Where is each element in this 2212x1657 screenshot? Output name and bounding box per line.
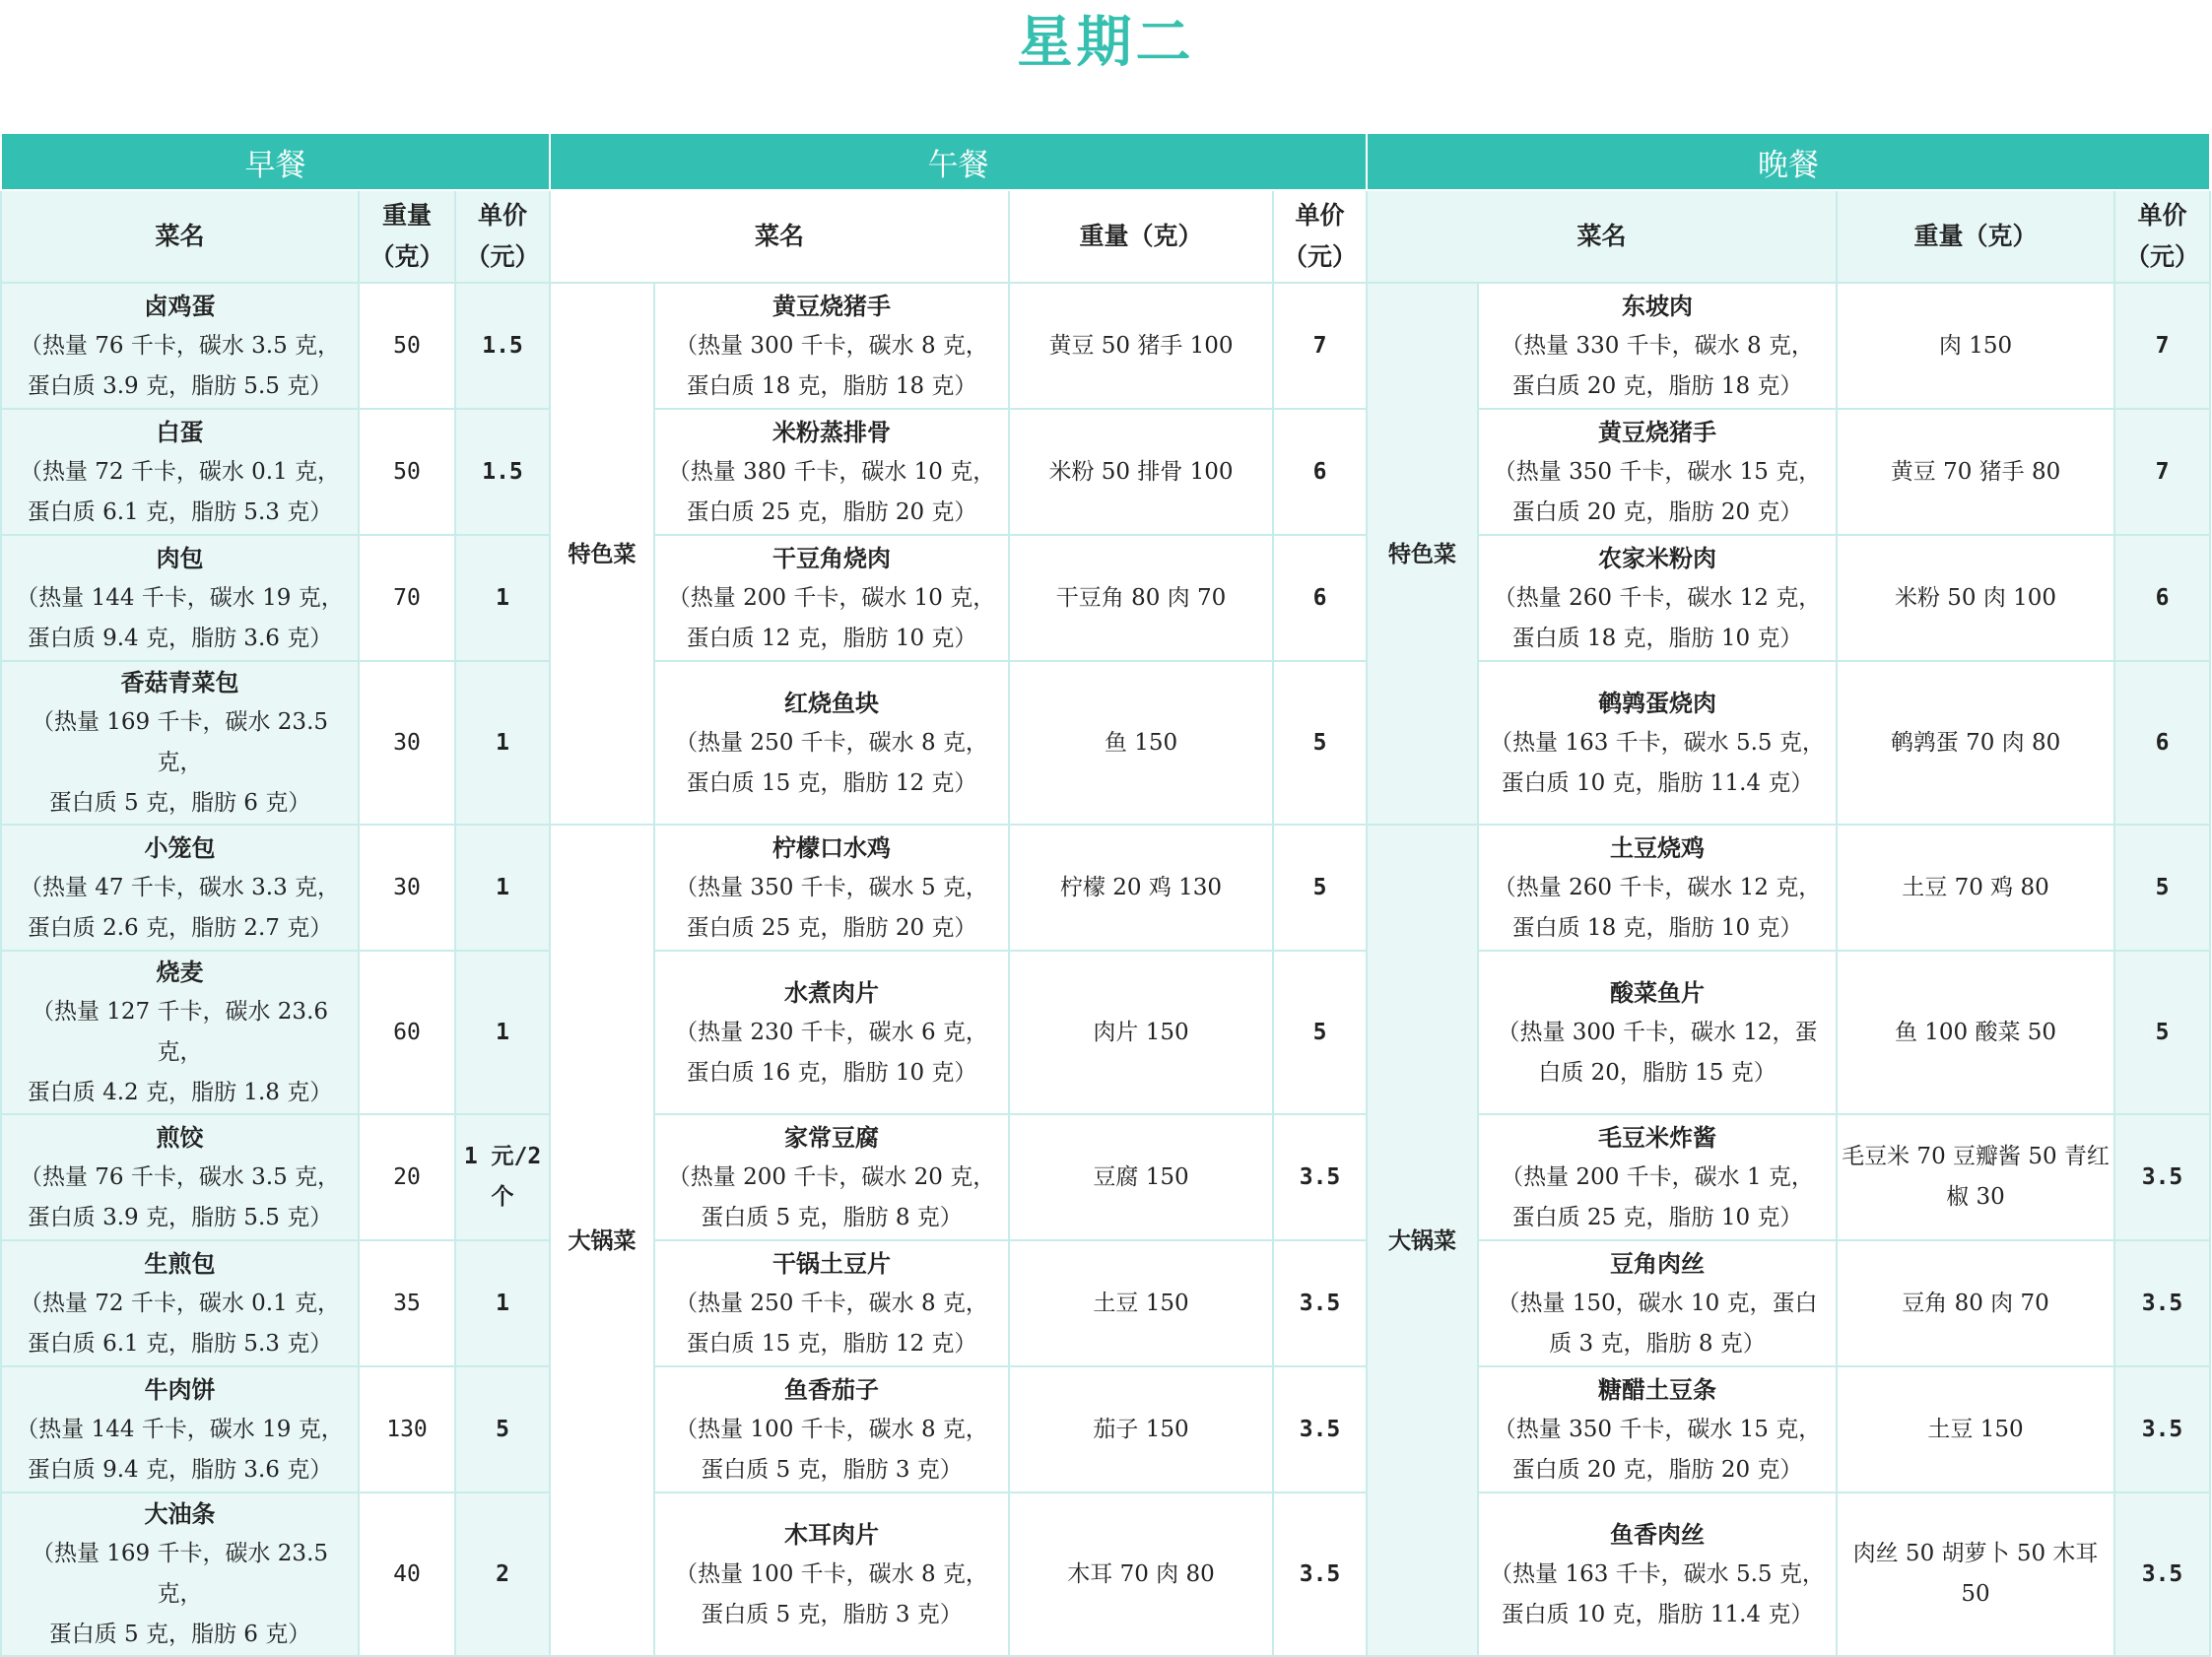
lunch-dish-cell xyxy=(654,661,1009,825)
table-row xyxy=(1,283,2210,409)
dinner-category-special: 特色菜 xyxy=(1367,283,1478,825)
lunch-weight: 干豆角 80 肉 70 xyxy=(1009,535,1273,661)
table-row xyxy=(1,1366,2210,1492)
nutrition-line: （热量 200 千卡，碳水 20 克， xyxy=(667,1163,996,1190)
dish-name: 红烧鱼块 xyxy=(784,688,880,717)
dinner-price: 5 xyxy=(2114,825,2210,951)
lunch-dish-cell xyxy=(654,1366,1009,1492)
breakfast-dish-cell xyxy=(1,825,359,951)
lunch-section-title: 午餐 xyxy=(550,133,1367,190)
nutrition-line: （热量 350 千卡，碳水 15 克， xyxy=(1493,458,1822,485)
table-row xyxy=(1,951,2210,1114)
table-row xyxy=(1,535,2210,661)
nutrition-line: （热量 260 千卡，碳水 12 克， xyxy=(1493,584,1822,611)
lunch-category-special: 特色菜 xyxy=(550,283,654,825)
nutrition-line: （热量 144 千卡，碳水 19 克， xyxy=(16,584,344,611)
nutrition-line: 蛋白质 18 克，脂肪 10 克） xyxy=(1511,914,1803,941)
breakfast-weight: 130 xyxy=(359,1366,455,1492)
nutrition-line: 蛋白质 16 克，脂肪 10 克） xyxy=(686,1059,977,1086)
dinner-dish-cell xyxy=(1478,409,1837,535)
dish-name: 鱼香肉丝 xyxy=(1610,1519,1706,1549)
lunch-dish-cell xyxy=(654,409,1009,535)
dinner-weight: 米粉 50 肉 100 xyxy=(1837,535,2114,661)
nutrition-line: （热量 144 千卡，碳水 19 克， xyxy=(16,1416,344,1442)
dish-name: 鹌鹑蛋烧肉 xyxy=(1598,688,1717,717)
dinner-price-header: 单价 （元） xyxy=(2114,190,2210,283)
lunch-price: 3.5 xyxy=(1273,1240,1367,1366)
dish-name: 肉包 xyxy=(156,543,204,572)
nutrition-line: （热量 100 千卡，碳水 8 克， xyxy=(675,1416,988,1442)
dinner-weight: 土豆 150 xyxy=(1837,1366,2114,1492)
breakfast-dish-cell xyxy=(1,1492,359,1656)
nutrition-line: 蛋白质 25 克，脂肪 20 克） xyxy=(686,498,977,525)
dinner-price: 3.5 xyxy=(2114,1366,2210,1492)
dish-name: 酸菜鱼片 xyxy=(1610,977,1706,1007)
lunch-price: 3.5 xyxy=(1273,1366,1367,1492)
dish-name: 米粉蒸排骨 xyxy=(772,417,892,446)
dinner-weight: 鱼 100 酸菜 50 xyxy=(1837,951,2114,1114)
breakfast-price: 1.5 xyxy=(455,409,550,535)
nutrition-line: （热量 150，碳水 10 克，蛋白 xyxy=(1497,1290,1818,1316)
dinner-dish-cell xyxy=(1478,283,1837,409)
breakfast-dish-cell xyxy=(1,1240,359,1366)
page-title: 星期二 xyxy=(1017,11,1195,75)
dish-name: 土豆烧鸡 xyxy=(1610,832,1706,862)
dinner-dish-cell xyxy=(1478,1114,1837,1240)
table-row xyxy=(1,409,2210,535)
dinner-dish-cell xyxy=(1478,951,1837,1114)
nutrition-line: （热量 260 千卡，碳水 12 克， xyxy=(1493,874,1822,900)
nutrition-line: 蛋白质 10 克，脂肪 11.4 克） xyxy=(1501,769,1814,796)
table-row xyxy=(1,1240,2210,1366)
nutrition-line: （热量 250 千卡，碳水 8 克， xyxy=(675,729,988,756)
dish-name: 香菇青菜包 xyxy=(120,668,239,696)
lunch-weight: 木耳 70 肉 80 xyxy=(1009,1492,1273,1656)
breakfast-weight-header: 重量 （克） xyxy=(359,190,455,283)
nutrition-line: （热量 350 千卡，碳水 5 克， xyxy=(675,874,988,900)
nutrition-line: 蛋白质 10 克，脂肪 11.4 克） xyxy=(1501,1601,1814,1627)
lunch-price: 3.5 xyxy=(1273,1114,1367,1240)
dinner-name-header: 菜名 xyxy=(1367,190,1837,283)
breakfast-dish-cell xyxy=(1,409,359,535)
lunch-price: 5 xyxy=(1273,661,1367,825)
nutrition-line: 蛋白质 25 克，脂肪 10 克） xyxy=(1511,1204,1803,1230)
lunch-dish-cell xyxy=(654,1240,1009,1366)
dish-name: 糖醋土豆条 xyxy=(1598,1374,1717,1404)
dish-name: 柠檬口水鸡 xyxy=(772,832,892,862)
column-header-row xyxy=(1,190,2210,283)
breakfast-price: 5 xyxy=(455,1366,550,1492)
nutrition-line: （热量 47 千卡，碳水 3.3 克， xyxy=(19,874,341,900)
breakfast-price: 1 元/2 个 xyxy=(455,1114,550,1240)
nutrition-line: （热量 169 千卡，碳水 23.5 克， xyxy=(31,709,329,775)
menu-body xyxy=(1,283,2210,1656)
nutrition-line: 蛋白质 5 克，脂肪 3 克） xyxy=(701,1601,963,1627)
nutrition-line: （热量 300 千卡，碳水 12，蛋 xyxy=(1497,1019,1818,1045)
nutrition-line: 蛋白质 4.2 克，脂肪 1.8 克） xyxy=(27,1080,333,1105)
lunch-weight: 豆腐 150 xyxy=(1009,1114,1273,1240)
breakfast-dish-cell xyxy=(1,1114,359,1240)
dinner-weight: 鹌鹑蛋 70 肉 80 xyxy=(1837,661,2114,825)
dinner-price: 6 xyxy=(2114,535,2210,661)
breakfast-dish-cell xyxy=(1,951,359,1114)
nutrition-line: 蛋白质 18 克，脂肪 10 克） xyxy=(1511,625,1803,651)
lunch-weight: 米粉 50 排骨 100 xyxy=(1009,409,1273,535)
dinner-price: 7 xyxy=(2114,283,2210,409)
dinner-price: 6 xyxy=(2114,661,2210,825)
breakfast-section-title: 早餐 xyxy=(1,133,550,190)
dinner-weight-header: 重量（克） xyxy=(1837,190,2114,283)
breakfast-price: 1 xyxy=(455,1240,550,1366)
dish-name: 黄豆烧猪手 xyxy=(772,291,892,320)
dinner-dish-cell xyxy=(1478,535,1837,661)
nutrition-line: （热量 200 千卡，碳水 1 克， xyxy=(1501,1163,1814,1190)
nutrition-line: 蛋白质 5 克，脂肪 8 克） xyxy=(701,1204,963,1230)
nutrition-line: 蛋白质 20 克，脂肪 18 克） xyxy=(1511,372,1803,399)
dish-name: 木耳肉片 xyxy=(784,1519,880,1549)
breakfast-price: 1 xyxy=(455,661,550,825)
breakfast-price: 1.5 xyxy=(455,283,550,409)
lunch-price: 7 xyxy=(1273,283,1367,409)
dinner-category-pot: 大锅菜 xyxy=(1367,825,1478,1656)
nutrition-line: 蛋白质 15 克，脂肪 12 克） xyxy=(686,769,977,796)
nutrition-line: （热量 72 千卡，碳水 0.1 克， xyxy=(19,1290,341,1316)
dinner-dish-cell xyxy=(1478,661,1837,825)
dish-name: 白蛋 xyxy=(156,417,204,446)
dish-name: 小笼包 xyxy=(144,832,216,862)
dish-name: 卤鸡蛋 xyxy=(144,291,216,320)
nutrition-line: （热量 200 千卡，碳水 10 克， xyxy=(667,584,996,611)
breakfast-weight: 40 xyxy=(359,1492,455,1656)
dinner-section-title: 晚餐 xyxy=(1367,133,2210,190)
nutrition-line: 蛋白质 20 克，脂肪 20 克） xyxy=(1511,1456,1803,1483)
nutrition-line: 蛋白质 25 克，脂肪 20 克） xyxy=(686,914,977,941)
breakfast-weight: 20 xyxy=(359,1114,455,1240)
lunch-price: 6 xyxy=(1273,535,1367,661)
nutrition-line: 蛋白质 5 克，脂肪 6 克） xyxy=(48,790,311,816)
dinner-dish-cell xyxy=(1478,1366,1837,1492)
lunch-dish-cell xyxy=(654,951,1009,1114)
nutrition-line: 蛋白质 12 克，脂肪 10 克） xyxy=(686,625,977,651)
dish-name: 牛肉饼 xyxy=(144,1374,216,1404)
nutrition-line: 蛋白质 3.9 克，脂肪 5.5 克） xyxy=(27,372,333,399)
nutrition-line: （热量 350 千卡，碳水 15 克， xyxy=(1493,1416,1822,1442)
nutrition-line: （热量 76 千卡，碳水 3.5 克， xyxy=(19,332,341,359)
nutrition-line: 蛋白质 15 克，脂肪 12 克） xyxy=(686,1330,977,1357)
breakfast-dish-cell xyxy=(1,535,359,661)
lunch-weight: 肉片 150 xyxy=(1009,951,1273,1114)
nutrition-line: （热量 163 千卡，碳水 5.5 克， xyxy=(1490,729,1825,756)
breakfast-dish-cell xyxy=(1,1366,359,1492)
dinner-dish-cell xyxy=(1478,825,1837,951)
lunch-dish-cell xyxy=(654,825,1009,951)
nutrition-line: 蛋白质 18 克，脂肪 18 克） xyxy=(686,372,977,399)
lunch-price: 5 xyxy=(1273,951,1367,1114)
lunch-dish-cell xyxy=(654,535,1009,661)
lunch-weight-header: 重量（克） xyxy=(1009,190,1273,283)
dish-name: 毛豆米炸酱 xyxy=(1598,1122,1717,1152)
dish-name: 干豆角烧肉 xyxy=(772,543,892,572)
dish-name: 烧麦 xyxy=(156,958,204,986)
nutrition-line: （热量 230 千卡，碳水 6 克， xyxy=(675,1019,988,1045)
nutrition-line: （热量 127 千卡，碳水 23.6 克， xyxy=(31,999,329,1065)
nutrition-line: （热量 100 千卡，碳水 8 克， xyxy=(675,1560,988,1587)
lunch-weight: 鱼 150 xyxy=(1009,661,1273,825)
nutrition-line: 蛋白质 5 克，脂肪 3 克） xyxy=(701,1456,963,1483)
lunch-price: 6 xyxy=(1273,409,1367,535)
breakfast-weight: 30 xyxy=(359,661,455,825)
dinner-weight: 毛豆米 70 豆瓣酱 50 青红椒 30 xyxy=(1837,1114,2114,1240)
lunch-price-header: 单价 （元） xyxy=(1273,190,1367,283)
dinner-price: 3.5 xyxy=(2114,1114,2210,1240)
lunch-weight: 茄子 150 xyxy=(1009,1366,1273,1492)
lunch-weight: 柠檬 20 鸡 130 xyxy=(1009,825,1273,951)
dish-name: 干锅土豆片 xyxy=(772,1248,892,1278)
table-row xyxy=(1,1492,2210,1656)
dish-name: 农家米粉肉 xyxy=(1598,543,1717,572)
breakfast-weight: 70 xyxy=(359,535,455,661)
lunch-weight: 黄豆 50 猪手 100 xyxy=(1009,283,1273,409)
nutrition-line: 蛋白质 20 克，脂肪 20 克） xyxy=(1511,498,1803,525)
breakfast-weight: 30 xyxy=(359,825,455,951)
lunch-dish-cell xyxy=(654,283,1009,409)
nutrition-line: 蛋白质 9.4 克，脂肪 3.6 克） xyxy=(27,1456,333,1483)
nutrition-line: 蛋白质 6.1 克，脂肪 5.3 克） xyxy=(27,1330,333,1357)
breakfast-price: 1 xyxy=(455,825,550,951)
meal-section-header-row xyxy=(1,133,2210,190)
lunch-dish-cell xyxy=(654,1492,1009,1656)
nutrition-line: 质 3 克，脂肪 8 克） xyxy=(1549,1330,1766,1357)
nutrition-line: 蛋白质 3.9 克，脂肪 5.5 克） xyxy=(27,1204,333,1230)
dish-name: 黄豆烧猪手 xyxy=(1598,417,1717,446)
menu-table xyxy=(0,132,2211,1657)
dinner-price: 7 xyxy=(2114,409,2210,535)
nutrition-line: 蛋白质 5 克，脂肪 6 克） xyxy=(48,1622,311,1647)
table-row xyxy=(1,1114,2210,1240)
nutrition-line: 蛋白质 9.4 克，脂肪 3.6 克） xyxy=(27,625,333,651)
nutrition-line: （热量 76 千卡，碳水 3.5 克， xyxy=(19,1163,341,1190)
breakfast-name-header: 菜名 xyxy=(1,190,359,283)
lunch-name-header: 菜名 xyxy=(550,190,1009,283)
nutrition-line: （热量 169 千卡，碳水 23.5 克， xyxy=(31,1541,329,1607)
dish-name: 家常豆腐 xyxy=(784,1122,880,1152)
nutrition-line: （热量 250 千卡，碳水 8 克， xyxy=(675,1290,988,1316)
dinner-dish-cell xyxy=(1478,1492,1837,1656)
nutrition-line: （热量 163 千卡，碳水 5.5 克， xyxy=(1490,1560,1825,1587)
dish-name: 鱼香茄子 xyxy=(784,1374,880,1404)
dinner-weight: 豆角 80 肉 70 xyxy=(1837,1240,2114,1366)
table-row xyxy=(1,825,2210,951)
breakfast-dish-cell xyxy=(1,661,359,825)
nutrition-line: （热量 380 千卡，碳水 10 克， xyxy=(667,458,996,485)
breakfast-price-header: 单价 （元） xyxy=(455,190,550,283)
breakfast-price: 1 xyxy=(455,535,550,661)
dinner-weight: 肉 150 xyxy=(1837,283,2114,409)
dinner-weight: 肉丝 50 胡萝卜 50 木耳 50 xyxy=(1837,1492,2114,1656)
dish-name: 生煎包 xyxy=(144,1248,216,1278)
breakfast-weight: 50 xyxy=(359,409,455,535)
dish-name: 水煮肉片 xyxy=(784,977,880,1007)
lunch-price: 5 xyxy=(1273,825,1367,951)
dish-name: 煎饺 xyxy=(156,1122,204,1152)
dinner-dish-cell xyxy=(1478,1240,1837,1366)
breakfast-weight: 50 xyxy=(359,283,455,409)
lunch-dish-cell xyxy=(654,1114,1009,1240)
dish-name: 东坡肉 xyxy=(1622,291,1694,320)
dinner-price: 3.5 xyxy=(2114,1240,2210,1366)
nutrition-line: （热量 300 千卡，碳水 8 克， xyxy=(675,332,988,359)
breakfast-price: 1 xyxy=(455,951,550,1114)
dish-name: 豆角肉丝 xyxy=(1610,1248,1706,1278)
lunch-price: 3.5 xyxy=(1273,1492,1367,1656)
breakfast-price: 2 xyxy=(455,1492,550,1656)
table-row xyxy=(1,661,2210,825)
nutrition-line: 蛋白质 2.6 克，脂肪 2.7 克） xyxy=(27,914,333,941)
dish-name: 大油条 xyxy=(144,1499,216,1528)
breakfast-dish-cell xyxy=(1,283,359,409)
breakfast-weight: 35 xyxy=(359,1240,455,1366)
lunch-category-pot: 大锅菜 xyxy=(550,825,654,1656)
nutrition-line: 白质 20，脂肪 15 克） xyxy=(1538,1059,1776,1086)
lunch-weight: 土豆 150 xyxy=(1009,1240,1273,1366)
nutrition-line: （热量 330 千卡，碳水 8 克， xyxy=(1501,332,1814,359)
dinner-weight: 黄豆 70 猪手 80 xyxy=(1837,409,2114,535)
nutrition-line: （热量 72 千卡，碳水 0.1 克， xyxy=(19,458,341,485)
nutrition-line: 蛋白质 6.1 克，脂肪 5.3 克） xyxy=(27,498,333,525)
breakfast-weight: 60 xyxy=(359,951,455,1114)
dinner-price: 3.5 xyxy=(2114,1492,2210,1656)
dinner-price: 5 xyxy=(2114,951,2210,1114)
dinner-weight: 土豆 70 鸡 80 xyxy=(1837,825,2114,951)
